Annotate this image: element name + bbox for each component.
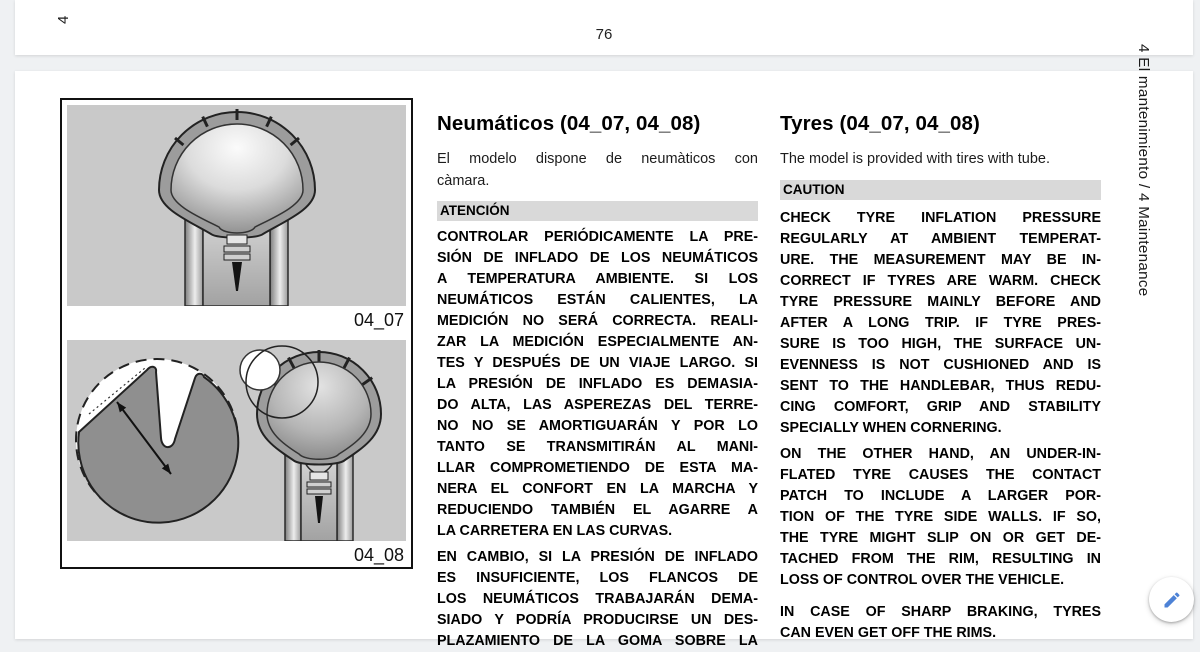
prev-page-side-tab: 4 bbox=[55, 15, 72, 24]
side-tab-vertical-label: 4 El mantenimiento / 4 Maintenance bbox=[1135, 44, 1152, 297]
intro-paragraph-en bbox=[780, 149, 1101, 171]
figure-label: 04_08 bbox=[353, 545, 404, 565]
text-line: càmara. bbox=[437, 172, 490, 189]
text-line: LOSS OF CONTROL OVER THE VEHICLE. bbox=[780, 571, 1065, 588]
text-line: LLAR COMPROMETIENDO DE ESTA MA- bbox=[437, 460, 758, 476]
text-line: EN CAMBIO, SI LA PRESIÓN DE INFLADO bbox=[437, 549, 758, 565]
text-line: PATCH TO INCLUDE A LARGER POR- bbox=[780, 487, 1101, 504]
text-line: IN CASE OF SHARP BRAKING, TYRES bbox=[780, 603, 1101, 620]
text-line: ON THE OTHER HAND, AN UNDER-IN- bbox=[780, 445, 1101, 462]
tread-depth-detail-illustration bbox=[67, 340, 406, 541]
text-line: CING COMFORT, GRIP AND STABILITY bbox=[780, 398, 1101, 415]
text-line: TACHED FROM THE RIM, RESULTING IN bbox=[780, 550, 1101, 567]
text-line: ES INSUFICIENTE, LOS FLANCOS DE bbox=[437, 570, 758, 586]
text-line: DO ALTA, LAS ASPEREZAS DEL TERRE- bbox=[437, 397, 758, 413]
warning-paragraph bbox=[780, 208, 1101, 439]
text-line: CORRECT IF TYRES ARE WARM. CHECK bbox=[780, 272, 1101, 289]
text-line: SURE IS TOO HIGH, THE SURFACE UN- bbox=[780, 335, 1101, 352]
text-line: SPECIALLY WHEN CORNERING. bbox=[780, 419, 1002, 436]
current-page bbox=[15, 71, 1193, 649]
warning-header-bar-en: CAUTION bbox=[780, 180, 1101, 200]
text-line: FLATED TYRE CAUSES THE CONTACT bbox=[780, 466, 1101, 483]
text-line: SIADO Y PODRÍA PRODUCIRSE UN DES- bbox=[437, 612, 758, 628]
previous-page-bottom bbox=[15, 0, 1193, 55]
warning-paragraph bbox=[437, 547, 758, 652]
text-line: A TEMPERATURA AMBIENTE. SI LOS bbox=[437, 271, 758, 287]
warning-paragraph bbox=[780, 444, 1101, 591]
text-line: NERA EL CONFORT EN LA MARCHA Y bbox=[437, 481, 758, 497]
text-line: MEDICIÓN NO SERÁ CORRECTA. REALI- bbox=[437, 313, 758, 329]
text-line: NEUMÁTICOS ESTÁN CALIENTES, LA bbox=[437, 292, 758, 308]
text-line: PLAZAMIENTO DE LA GOMA SOBRE LA bbox=[437, 633, 758, 649]
figure-box bbox=[60, 98, 413, 569]
tyre-tube-cross-section-illustration bbox=[67, 105, 406, 306]
text-line: REDUCIENDO TAMBIÉN EL AGARRE A bbox=[437, 502, 758, 518]
text-line: REGULARLY AT AMBIENT TEMPERAT- bbox=[780, 230, 1101, 247]
text-line: THE TYRE MIGHT SLIP ON OR GET DE- bbox=[780, 529, 1101, 546]
text-line: CHECK TYRE INFLATION PRESSURE bbox=[780, 209, 1101, 226]
intro-paragraph-es bbox=[437, 149, 758, 192]
page-number: 76 bbox=[595, 26, 613, 43]
text-line: SENT TO THE HANDLEBAR, THUS REDU- bbox=[780, 377, 1101, 394]
text-line: The model is provided with tires with tube. bbox=[780, 151, 1050, 167]
figure-label: 04_07 bbox=[353, 310, 404, 330]
warning-paragraph bbox=[780, 602, 1101, 644]
edit-button[interactable] bbox=[1149, 577, 1194, 622]
text-line: CONTROLAR PERIÓDICAMENTE LA PRE- bbox=[437, 229, 758, 245]
english-column bbox=[780, 112, 1101, 644]
text-line: TANTO SE TRANSMITIRÁN AL MANI- bbox=[437, 439, 758, 455]
warning-paragraph bbox=[437, 227, 758, 542]
text-line: EVENNESS IS NOT CUSHIONED AND IS bbox=[780, 356, 1101, 373]
text-line: LA CARRETERA EN LAS CURVAS. bbox=[437, 523, 673, 539]
text-line: ZAR LA MEDICIÓN ESPECIALMENTE AN- bbox=[437, 334, 758, 350]
text-line: El modelo dispone de neumàticos con bbox=[437, 151, 758, 167]
text-line: LA PRESIÓN DE INFLADO ES DEMASIA- bbox=[437, 376, 758, 392]
warning-header-bar-es: ATENCIÓN bbox=[437, 201, 758, 221]
text-line: CAN EVEN GET OFF THE RIMS. bbox=[780, 624, 997, 641]
text-line: AFTER A LONG TRIP. IF TYRE PRES- bbox=[780, 314, 1101, 331]
section-title-en: Tyres (04_07, 04_08) bbox=[780, 112, 980, 135]
text-line: SIÓN DE INFLADO DE LOS NEUMÁTICOS bbox=[437, 250, 758, 266]
text-line: LOS NEUMÁTICOS TRABAJARÁN DEMA- bbox=[437, 591, 758, 607]
text-line: URE. THE MEASUREMENT MAY BE IN- bbox=[780, 251, 1101, 268]
pencil-icon bbox=[1162, 590, 1182, 610]
spanish-column bbox=[437, 112, 758, 652]
text-line: TES Y DESPUÉS DE UN VIAJE LARGO. SI bbox=[437, 355, 758, 371]
text-line: NO NO SE AMORTIGUARÁN Y POR LO bbox=[437, 418, 758, 434]
section-title-es: Neumáticos (04_07, 04_08) bbox=[437, 112, 701, 135]
text-line: TYRE PRESSURE MAINLY BEFORE AND bbox=[780, 293, 1101, 310]
text-line: TION OF THE TYRE SIDE WALLS. IF SO, bbox=[780, 508, 1101, 525]
